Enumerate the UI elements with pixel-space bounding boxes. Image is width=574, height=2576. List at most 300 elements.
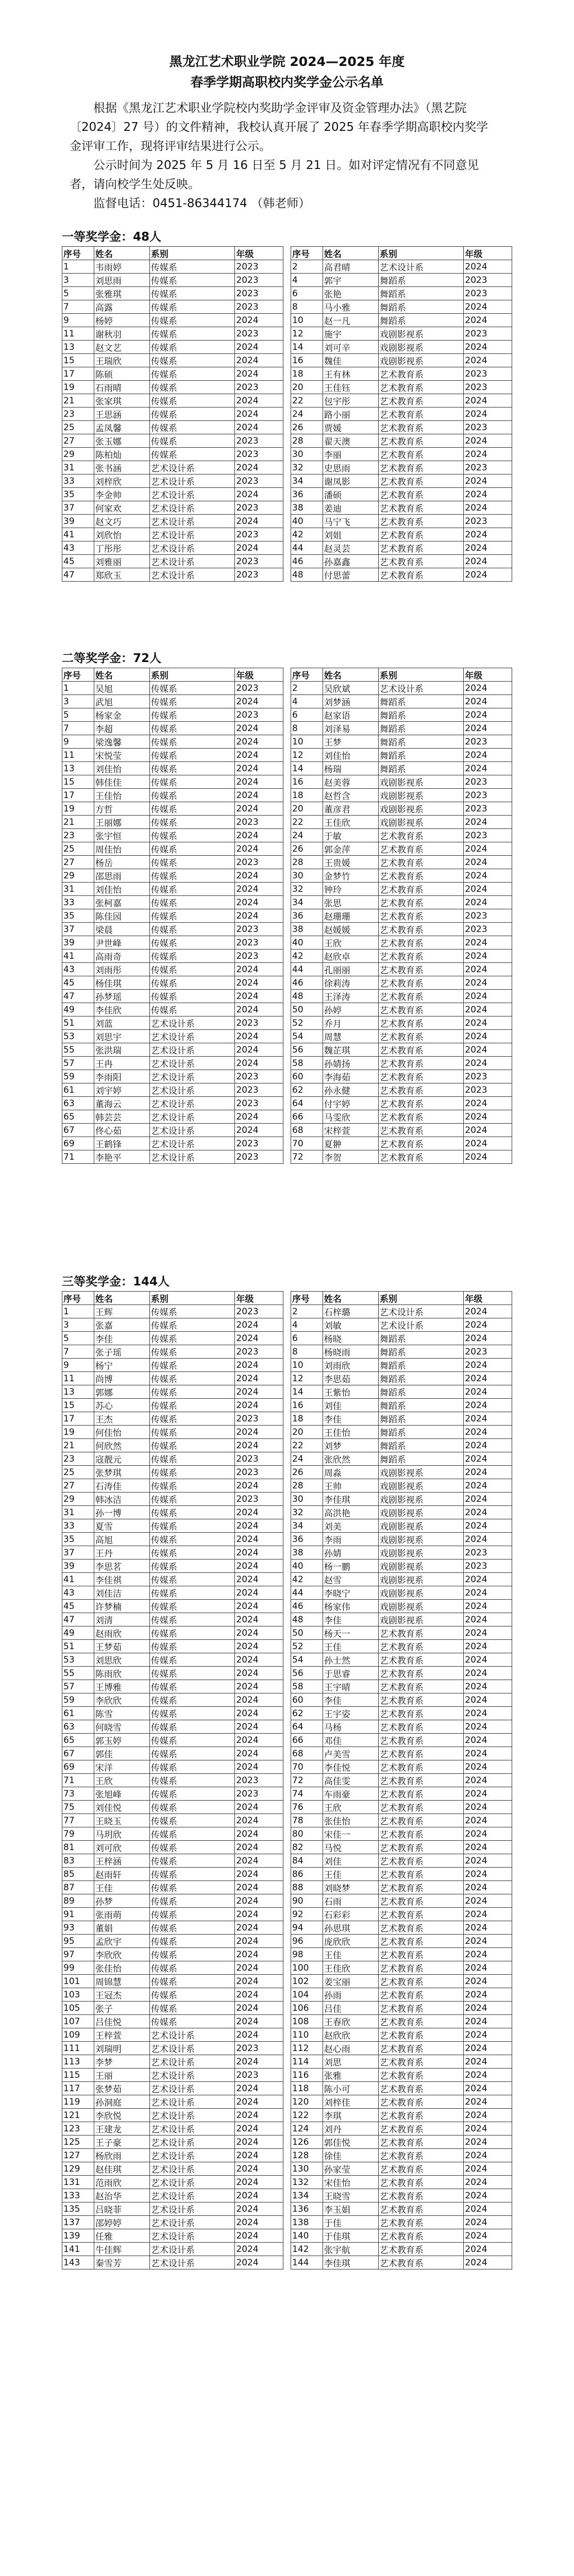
cell-dept: 艺术教育系 — [378, 2189, 464, 2202]
cell-year: 2024 — [464, 2189, 512, 2202]
cell-no: 28 — [291, 1479, 323, 1493]
table-row — [291, 722, 512, 735]
cell-dept: 戏剧影视系 — [378, 1519, 464, 1533]
cell-name: 周佳怡 — [94, 842, 149, 856]
cell-year: 2024 — [235, 1801, 283, 1814]
cell-year: 2024 — [235, 2095, 283, 2109]
table-row — [62, 2042, 283, 2055]
cell-no: 117 — [62, 2082, 94, 2095]
table-row — [291, 1110, 512, 1124]
cell-dept: 传媒系 — [149, 735, 235, 749]
table-row — [291, 2122, 512, 2136]
cell-year: 2024 — [235, 1385, 283, 1399]
cell-dept: 戏剧影视系 — [378, 1586, 464, 1600]
cell-dept: 舞蹈系 — [378, 695, 464, 708]
cell-dept: 艺术教育系 — [378, 381, 464, 394]
table-row — [62, 1057, 283, 1070]
cell-name: 孙婧扬 — [323, 1057, 378, 1070]
cell-dept: 艺术教育系 — [378, 1961, 464, 1975]
table-row — [62, 1613, 283, 1626]
cell-year: 2024 — [235, 1640, 283, 1653]
cell-name: 李玉娟 — [323, 2202, 378, 2216]
cell-dept: 艺术教育系 — [378, 2015, 464, 2028]
cell-no: 13 — [62, 341, 94, 354]
table-row — [291, 1854, 512, 1868]
cell-year: 2024 — [235, 2055, 283, 2069]
cell-no: 11 — [62, 1372, 94, 1385]
cell-year: 2023 — [464, 789, 512, 802]
cell-no: 121 — [62, 2109, 94, 2122]
cell-year: 2024 — [235, 1961, 283, 1975]
cell-year: 2024 — [235, 896, 283, 909]
cell-name: 陈柏灿 — [94, 448, 149, 461]
table-row — [291, 354, 512, 367]
cell-dept: 传媒系 — [149, 1533, 235, 1546]
cell-dept: 舞蹈系 — [378, 1452, 464, 1466]
table-row — [62, 448, 283, 461]
table-row — [62, 1426, 283, 1439]
table-row — [291, 1707, 512, 1720]
cell-dept: 艺术设计系 — [149, 2136, 235, 2149]
cell-year: 2024 — [464, 1734, 512, 1747]
table-row — [291, 2136, 512, 2149]
cell-name: 李晓宁 — [323, 1586, 378, 1600]
cell-year: 2024 — [464, 762, 512, 775]
table-row — [291, 2055, 512, 2069]
table-row — [291, 869, 512, 883]
cell-year: 2024 — [235, 1814, 283, 1827]
cell-dept: 艺术教育系 — [378, 2109, 464, 2122]
cell-year: 2024 — [235, 2256, 283, 2269]
cell-dept: 艺术教育系 — [378, 1868, 464, 1881]
cell-no: 46 — [291, 555, 323, 568]
cell-no: 120 — [291, 2095, 323, 2109]
cell-no: 17 — [62, 1412, 94, 1426]
cell-name: 李雨 — [323, 1533, 378, 1546]
cell-year: 2024 — [464, 695, 512, 708]
cell-year: 2024 — [235, 1359, 283, 1372]
cell-name: 马悦 — [323, 1841, 378, 1854]
table-row — [291, 856, 512, 869]
cell-dept: 传媒系 — [149, 1412, 235, 1426]
cell-no: 3 — [62, 274, 94, 287]
cell-year: 2023 — [235, 501, 283, 515]
cell-name: 杨岳 — [94, 856, 149, 869]
cell-dept: 传媒系 — [149, 354, 235, 367]
cell-no: 132 — [291, 2176, 323, 2189]
table-row — [62, 2229, 283, 2243]
cell-name: 赵欣卓 — [323, 950, 378, 963]
cell-name: 张宇恒 — [94, 829, 149, 842]
cell-name: 石涛佳 — [94, 1479, 149, 1493]
cell-dept: 传媒系 — [149, 1975, 235, 1988]
cell-no: 140 — [291, 2229, 323, 2243]
cell-year: 2024 — [235, 909, 283, 923]
cell-name: 姜迪 — [323, 501, 378, 515]
cell-year: 2024 — [464, 2042, 512, 2055]
cell-no: 142 — [291, 2243, 323, 2256]
cell-name: 董娟 — [94, 1921, 149, 1935]
cell-year: 2024 — [235, 1124, 283, 1137]
cell-year: 2024 — [235, 461, 283, 474]
table-row — [62, 1948, 283, 1961]
table-row — [291, 1680, 512, 1693]
cell-name: 孙思琪 — [323, 1921, 378, 1935]
table-row — [62, 1600, 283, 1613]
table-row — [291, 749, 512, 762]
cell-no: 127 — [62, 2149, 94, 2162]
cell-no: 54 — [291, 1653, 323, 1667]
cell-name: 孙雨 — [323, 1988, 378, 2002]
cell-no: 86 — [291, 1868, 323, 1881]
cell-dept: 艺术教育系 — [378, 1043, 464, 1057]
cell-year: 2024 — [464, 1693, 512, 1707]
cell-no: 2 — [291, 260, 323, 274]
table-row — [291, 2109, 512, 2122]
cell-name: 吕佳 — [323, 2002, 378, 2015]
cell-no: 49 — [62, 1626, 94, 1640]
cell-no: 1 — [62, 682, 94, 695]
table-row — [62, 722, 283, 735]
cell-year: 2024 — [235, 1707, 283, 1720]
cell-no: 71 — [62, 1774, 94, 1787]
table-row — [291, 1868, 512, 1881]
cell-name: 刘梦涵 — [323, 695, 378, 708]
cell-no: 88 — [291, 1881, 323, 1894]
cell-name: 赵灵芸 — [323, 541, 378, 555]
table-row — [62, 762, 283, 775]
cell-year: 2024 — [464, 314, 512, 327]
cell-no: 35 — [62, 909, 94, 923]
cell-year: 2024 — [464, 1385, 512, 1399]
cell-year: 2024 — [464, 2256, 512, 2269]
table-row — [62, 816, 283, 829]
cell-name: 牛佳辉 — [94, 2243, 149, 2256]
cell-year: 2024 — [464, 1493, 512, 1506]
cell-year: 2024 — [235, 2202, 283, 2216]
cell-no: 38 — [291, 923, 323, 936]
cell-dept: 传媒系 — [149, 936, 235, 950]
cell-year: 2024 — [235, 2082, 283, 2095]
cell-name: 潘硕 — [323, 488, 378, 501]
table-header-row — [62, 668, 283, 682]
cell-no: 103 — [62, 1988, 94, 2002]
table-row — [291, 568, 512, 582]
table-row — [291, 2069, 512, 2082]
cell-name: 王丽娜 — [94, 816, 149, 829]
cell-name: 高佳雯 — [323, 1774, 378, 1787]
cell-dept: 艺术教育系 — [378, 883, 464, 896]
cell-no: 48 — [291, 568, 323, 582]
table-row — [291, 762, 512, 775]
cell-name: 高君晴 — [323, 260, 378, 274]
cell-name: 杨佳琪 — [94, 976, 149, 990]
cell-year: 2024 — [464, 2149, 512, 2162]
cell-year: 2024 — [464, 1894, 512, 1908]
cell-no: 12 — [291, 327, 323, 341]
cell-year: 2024 — [464, 722, 512, 735]
cell-dept: 传媒系 — [149, 1921, 235, 1935]
cell-name: 陈硕 — [94, 367, 149, 381]
cell-no: 9 — [62, 314, 94, 327]
header-name: 姓名 — [94, 247, 149, 260]
cell-year: 2023 — [235, 1083, 283, 1097]
cell-year: 2023 — [235, 448, 283, 461]
cell-no: 136 — [291, 2202, 323, 2216]
cell-year: 2024 — [235, 1680, 283, 1693]
cell-dept: 舞蹈系 — [378, 1345, 464, 1359]
cell-year: 2024 — [235, 802, 283, 816]
cell-no: 94 — [291, 1921, 323, 1935]
cell-year: 2024 — [464, 963, 512, 976]
cell-dept: 舞蹈系 — [378, 287, 464, 300]
cell-dept: 传媒系 — [149, 1707, 235, 1720]
cell-dept: 戏剧影视系 — [378, 789, 464, 802]
cell-no: 3 — [62, 1318, 94, 1332]
cell-dept: 艺术教育系 — [378, 474, 464, 488]
table-row — [62, 1814, 283, 1827]
cell-dept: 舞蹈系 — [378, 1385, 464, 1399]
cell-dept: 艺术设计系 — [149, 2122, 235, 2136]
cell-no: 29 — [62, 869, 94, 883]
cell-no: 65 — [62, 1734, 94, 1747]
cell-name: 王佳 — [323, 1640, 378, 1653]
table-row — [291, 300, 512, 314]
cell-no: 25 — [62, 421, 94, 434]
cell-name: 王佳欣 — [323, 1961, 378, 1975]
table-row — [291, 1519, 512, 1533]
table-row — [291, 1653, 512, 1667]
cell-no: 23 — [62, 1452, 94, 1466]
table-row — [62, 474, 283, 488]
cell-year: 2024 — [235, 749, 283, 762]
cell-name: 郑欣玉 — [94, 568, 149, 582]
cell-no: 35 — [62, 1533, 94, 1546]
cell-no: 28 — [291, 856, 323, 869]
cell-dept: 艺术教育系 — [378, 1894, 464, 1908]
cell-name: 马玥欣 — [94, 1827, 149, 1841]
table-row — [291, 1935, 512, 1948]
cell-name: 高洪艳 — [323, 1506, 378, 1519]
cell-dept: 传媒系 — [149, 1003, 235, 1016]
cell-dept: 艺术教育系 — [378, 1083, 464, 1097]
cell-dept: 舞蹈系 — [378, 722, 464, 735]
cell-name: 王晓玉 — [94, 1814, 149, 1827]
cell-name: 路小丽 — [323, 408, 378, 421]
table-row — [291, 1137, 512, 1150]
cell-year: 2023 — [464, 287, 512, 300]
cell-year: 2024 — [235, 883, 283, 896]
cell-no: 141 — [62, 2243, 94, 2256]
cell-dept: 艺术设计系 — [149, 2082, 235, 2095]
cell-dept: 艺术设计系 — [149, 2028, 235, 2042]
table-row — [62, 1305, 283, 1318]
cell-year: 2024 — [464, 2136, 512, 2149]
table-row — [291, 1493, 512, 1506]
cell-name: 陈雪 — [94, 1707, 149, 1720]
cell-dept: 艺术教育系 — [378, 1057, 464, 1070]
table-row — [291, 1426, 512, 1439]
table-row — [62, 1841, 283, 1854]
cell-year: 2024 — [235, 367, 283, 381]
cell-no: 71 — [62, 1150, 94, 1164]
cell-year: 2023 — [464, 1546, 512, 1560]
cell-year: 2024 — [235, 2162, 283, 2176]
table-row — [291, 842, 512, 856]
table-row — [291, 1787, 512, 1801]
cell-dept: 艺术教育系 — [378, 1667, 464, 1680]
cell-year: 2024 — [464, 474, 512, 488]
cell-name: 杨宁 — [94, 1359, 149, 1372]
cell-name: 武旭 — [94, 695, 149, 708]
cell-dept: 舞蹈系 — [378, 762, 464, 775]
cell-no: 25 — [62, 842, 94, 856]
table-row — [62, 1868, 283, 1881]
cell-dept: 艺术教育系 — [378, 2082, 464, 2095]
table-row — [291, 341, 512, 354]
cell-dept: 戏剧影视系 — [378, 1573, 464, 1586]
cell-dept: 艺术教育系 — [378, 2122, 464, 2136]
cell-dept: 艺术教育系 — [378, 976, 464, 990]
cell-name: 郭玉婷 — [94, 1734, 149, 1747]
cell-name: 李佳琪 — [323, 2256, 378, 2269]
table-row — [291, 1801, 512, 1814]
cell-no: 10 — [291, 735, 323, 749]
cell-year: 2024 — [235, 488, 283, 501]
cell-dept: 艺术教育系 — [378, 1680, 464, 1693]
cell-no: 42 — [291, 528, 323, 541]
cell-dept: 艺术教育系 — [378, 1921, 464, 1935]
cell-name: 刘梓佳 — [323, 2095, 378, 2109]
table-row — [62, 1385, 283, 1399]
table-row — [291, 1613, 512, 1626]
cell-dept: 艺术教育系 — [378, 1626, 464, 1640]
cell-name: 包宇彤 — [323, 394, 378, 408]
cell-no: 126 — [291, 2136, 323, 2149]
cell-name: 陈佳园 — [94, 909, 149, 923]
cell-no: 3 — [62, 695, 94, 708]
cell-name: 刘欣怡 — [94, 528, 149, 541]
table-row — [291, 1747, 512, 1760]
header-no: 序号 — [62, 668, 94, 682]
cell-year: 2023 — [235, 300, 283, 314]
cell-name: 刘梓欣 — [94, 474, 149, 488]
cell-year: 2023 — [235, 1137, 283, 1150]
cell-no: 53 — [62, 1653, 94, 1667]
table-row — [62, 1760, 283, 1774]
cell-name: 张宇航 — [323, 2243, 378, 2256]
cell-no: 35 — [62, 488, 94, 501]
cell-year: 2023 — [464, 515, 512, 528]
table-row — [62, 1854, 283, 1868]
cell-name: 王贵媛 — [323, 856, 378, 869]
cell-no: 129 — [62, 2162, 94, 2176]
cell-name: 杨一鹏 — [323, 1560, 378, 1573]
table-row — [62, 260, 283, 274]
table-row — [62, 528, 283, 541]
cell-name: 范雨欣 — [94, 2176, 149, 2189]
cell-no: 66 — [291, 1734, 323, 1747]
cell-no: 9 — [62, 1359, 94, 1372]
cell-name: 秦雪芳 — [94, 2256, 149, 2269]
header-name: 姓名 — [94, 668, 149, 682]
cell-year: 2024 — [464, 1533, 512, 1546]
cell-year: 2024 — [464, 2229, 512, 2243]
first-class-table-right — [291, 246, 512, 582]
cell-name: 张书涵 — [94, 461, 149, 474]
cell-name: 刘蓝 — [94, 1016, 149, 1030]
cell-dept: 艺术教育系 — [378, 1948, 464, 1961]
cell-no: 42 — [291, 950, 323, 963]
table-row — [62, 1043, 283, 1057]
cell-name: 刘宇婷 — [94, 1083, 149, 1097]
table-row — [291, 1667, 512, 1680]
cell-name: 赵媛媛 — [323, 923, 378, 936]
cell-year: 2024 — [464, 2055, 512, 2069]
cell-name: 何佳怡 — [94, 1426, 149, 1439]
cell-year: 2024 — [464, 1760, 512, 1774]
cell-year: 2024 — [235, 1667, 283, 1680]
header-year: 年级 — [235, 247, 283, 260]
cell-name: 李欣欣 — [94, 1693, 149, 1707]
cell-no: 101 — [62, 1975, 94, 1988]
cell-name: 王冠杰 — [94, 1988, 149, 2002]
table-row — [62, 1372, 283, 1385]
cell-no: 1 — [62, 260, 94, 274]
cell-dept: 传媒系 — [149, 976, 235, 990]
cell-name: 孟欣宇 — [94, 1935, 149, 1948]
cell-dept: 传媒系 — [149, 274, 235, 287]
cell-dept: 传媒系 — [149, 950, 235, 963]
cell-no: 19 — [62, 1426, 94, 1439]
cell-name: 郭金萍 — [323, 842, 378, 856]
cell-dept: 传媒系 — [149, 1626, 235, 1640]
cell-name: 赵雪 — [323, 1573, 378, 1586]
cell-no: 104 — [291, 1988, 323, 2002]
cell-year: 2024 — [464, 2082, 512, 2095]
cell-year: 2023 — [464, 1560, 512, 1573]
cell-no: 22 — [291, 1439, 323, 1452]
cell-name: 王欣 — [323, 936, 378, 950]
cell-dept: 戏剧影视系 — [378, 1613, 464, 1626]
cell-no: 15 — [62, 1399, 94, 1412]
cell-year: 2023 — [235, 923, 283, 936]
cell-name: 乔月 — [323, 1016, 378, 1030]
cell-year: 2024 — [464, 300, 512, 314]
table-row — [62, 381, 283, 394]
cell-name: 王瑞欣 — [94, 354, 149, 367]
table-row — [62, 394, 283, 408]
table-row — [62, 568, 283, 582]
cell-no: 55 — [62, 1043, 94, 1057]
cell-year: 2023 — [464, 461, 512, 474]
table-row — [62, 421, 283, 434]
cell-year: 2023 — [235, 1774, 283, 1787]
table-row — [62, 2256, 283, 2269]
cell-name: 高雨奇 — [94, 950, 149, 963]
cell-dept: 艺术教育系 — [378, 950, 464, 963]
cell-no: 8 — [291, 1345, 323, 1359]
cell-no: 66 — [291, 1110, 323, 1124]
table-row — [62, 501, 283, 515]
cell-dept: 传媒系 — [149, 448, 235, 461]
cell-name: 石彩彩 — [323, 1908, 378, 1921]
table-row — [62, 856, 283, 869]
cell-no: 29 — [62, 448, 94, 461]
cell-no: 9 — [62, 735, 94, 749]
cell-dept: 戏剧影视系 — [378, 816, 464, 829]
cell-name: 丁彤彤 — [94, 541, 149, 555]
